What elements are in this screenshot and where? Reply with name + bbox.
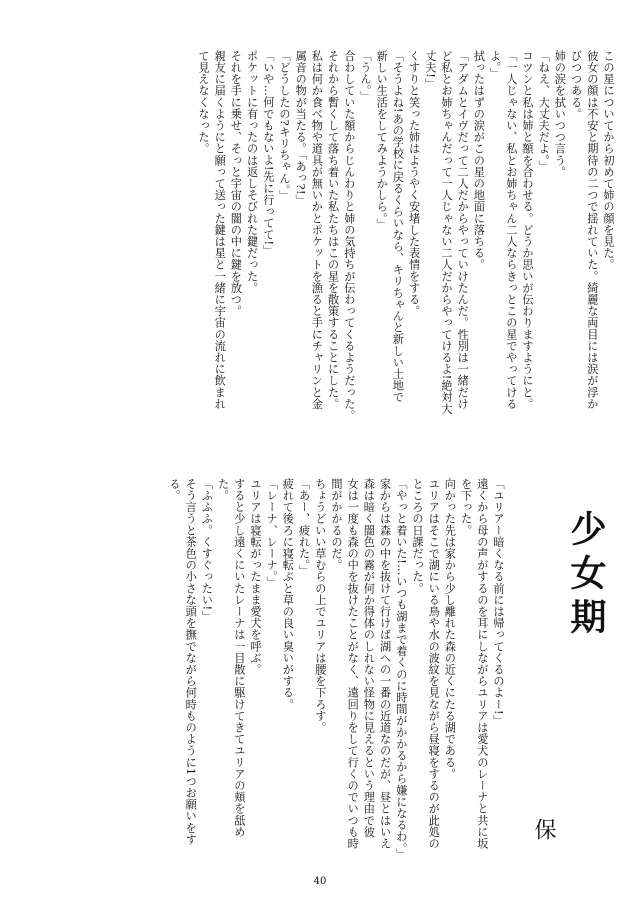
- text-line: 疲れて後ろに寝転ぶと草の良い臭いがする。: [281, 478, 295, 710]
- text-line: 彼女の顔は不安と期待の二つで揺れていた。綺麗な両目には涙が浮か: [585, 50, 599, 410]
- text-line: 「一人じゃない、私とお姉ちゃん二人ならきっとこの星でやってける: [504, 50, 518, 410]
- text-line: 「レーナ、レーナ。」: [265, 478, 279, 589]
- text-line: よ。」: [488, 50, 502, 80]
- text-line: 属音の物が当たる。「あっ?!」: [294, 50, 308, 207]
- text-line: 新しい生活をしてみようかしら。」: [375, 50, 389, 230]
- text-line: 「うん。」: [359, 50, 372, 103]
- page-number: 40: [313, 876, 327, 887]
- text-line: 「ふふふ。くすぐったい!」: [200, 478, 214, 623]
- text-line: すると少し遠くにいたレーナは一目散に駆けてきてユリアの頬を舐め: [232, 478, 246, 838]
- text-line: コツンと私は姉と額を合わせる。どうか思いが伝わりますようにと。: [521, 50, 534, 410]
- text-line: を下った。: [459, 478, 473, 536]
- text-line: 「そうよね!あの学校に戻るくらいなら、キリちゃんと新しい土地で: [391, 50, 405, 403]
- text-line: 「どうしたの?キリちゃん。」: [278, 50, 291, 202]
- text-line: ポケットに有ったのは返しそびれた鍵だった。: [245, 50, 259, 294]
- text-line: 「やっと着いた!…いつも湖まで着くのに時間がかかるから嫌になるわ。」: [394, 478, 408, 861]
- text-line: ど私とお姉ちゃんだって一人じゃない二人だからやってけるよ!絶対大: [440, 50, 453, 415]
- text-line: ちょうどいい草むらの上でユリアは腰を下ろす。: [313, 478, 327, 734]
- text-line: びつつある。: [569, 50, 583, 120]
- text-line: 「いや…何でもないよ!先に行ってて!」: [261, 50, 275, 257]
- text-line: 親友に届くようにと願って送った鍵は星と一緒に宇宙の流れに飲まれ: [213, 50, 227, 410]
- story-title: 少女期: [565, 510, 606, 642]
- text-line: ところの日課だった。: [411, 478, 424, 594]
- text-line: 丈夫!」: [423, 50, 437, 90]
- text-line: 女は一度も森の中を抜けたことがなく、遠回りをして行くのでいつも時: [346, 478, 360, 850]
- text-line: て見えなくなった。: [197, 50, 210, 155]
- text-line: 拭ったはずの涙がこの星の地面に落ちる。: [472, 50, 486, 271]
- text-line: 「アダムとイヴだって二人だからやっていけたんだ。性別は一緒だけ: [456, 50, 470, 410]
- text-line: る。: [168, 478, 181, 502]
- text-line: 合わしていた額からじんわりと姉の気持ちが伝わってくるようだった。: [342, 50, 356, 422]
- text-line: 森は暗く闇色の霧が何か得体のしれない怪物に見えるという理由で彼: [362, 478, 376, 838]
- text-line: そう言うと茶色の小さな頭を撫でながら何時ものように1つお願いをす: [184, 478, 198, 846]
- text-line: 私は何か食べ物や道具が無いかとポケットを漁ると手にチャリンと金: [310, 50, 324, 410]
- text-line: 間がかかるのだ。: [330, 478, 343, 571]
- text-line: くすりと笑った姉はようやく安堵した表情をする。: [407, 50, 421, 317]
- text-line: それから暫くして落ち着いた私たちはこの星を散策することにした。: [326, 50, 340, 410]
- text-line: 「あー、疲れた。」: [297, 478, 311, 577]
- text-line: 遠くから母の声がするのを耳にしながらユリアは愛犬のレーナと共に坂: [475, 478, 489, 850]
- text-line: それを手に乗せ、そっと宇宙の闇の中に鍵を放つ。: [229, 50, 243, 317]
- text-line: 「ねえ、大丈夫だよ。」: [537, 50, 551, 172]
- text-line: ユリアは寝転がったまま愛犬を呼ぶ。: [249, 478, 262, 676]
- text-line: 家からは森の中を抜けて行けば湖への一番の近道なのだが、昼とはいえ: [378, 478, 392, 850]
- text-line: 向かった先は家から少し離れた森の近くにたる湖である。: [443, 478, 457, 780]
- text-line: た。: [216, 478, 230, 502]
- text-line: ユリアはそこで湖にいる鳥や水の波紋を見ながら昼寝をするのが此処の: [427, 478, 441, 850]
- text-line: この星についてから初めて姉の顔を見た。: [602, 50, 615, 271]
- author-name: 保: [531, 818, 556, 840]
- text-line: 「ユリアー暗くなる前には帰ってくるのよー!」: [492, 478, 505, 727]
- text-line: 姉の涙を拭いつつ言う。: [553, 50, 567, 178]
